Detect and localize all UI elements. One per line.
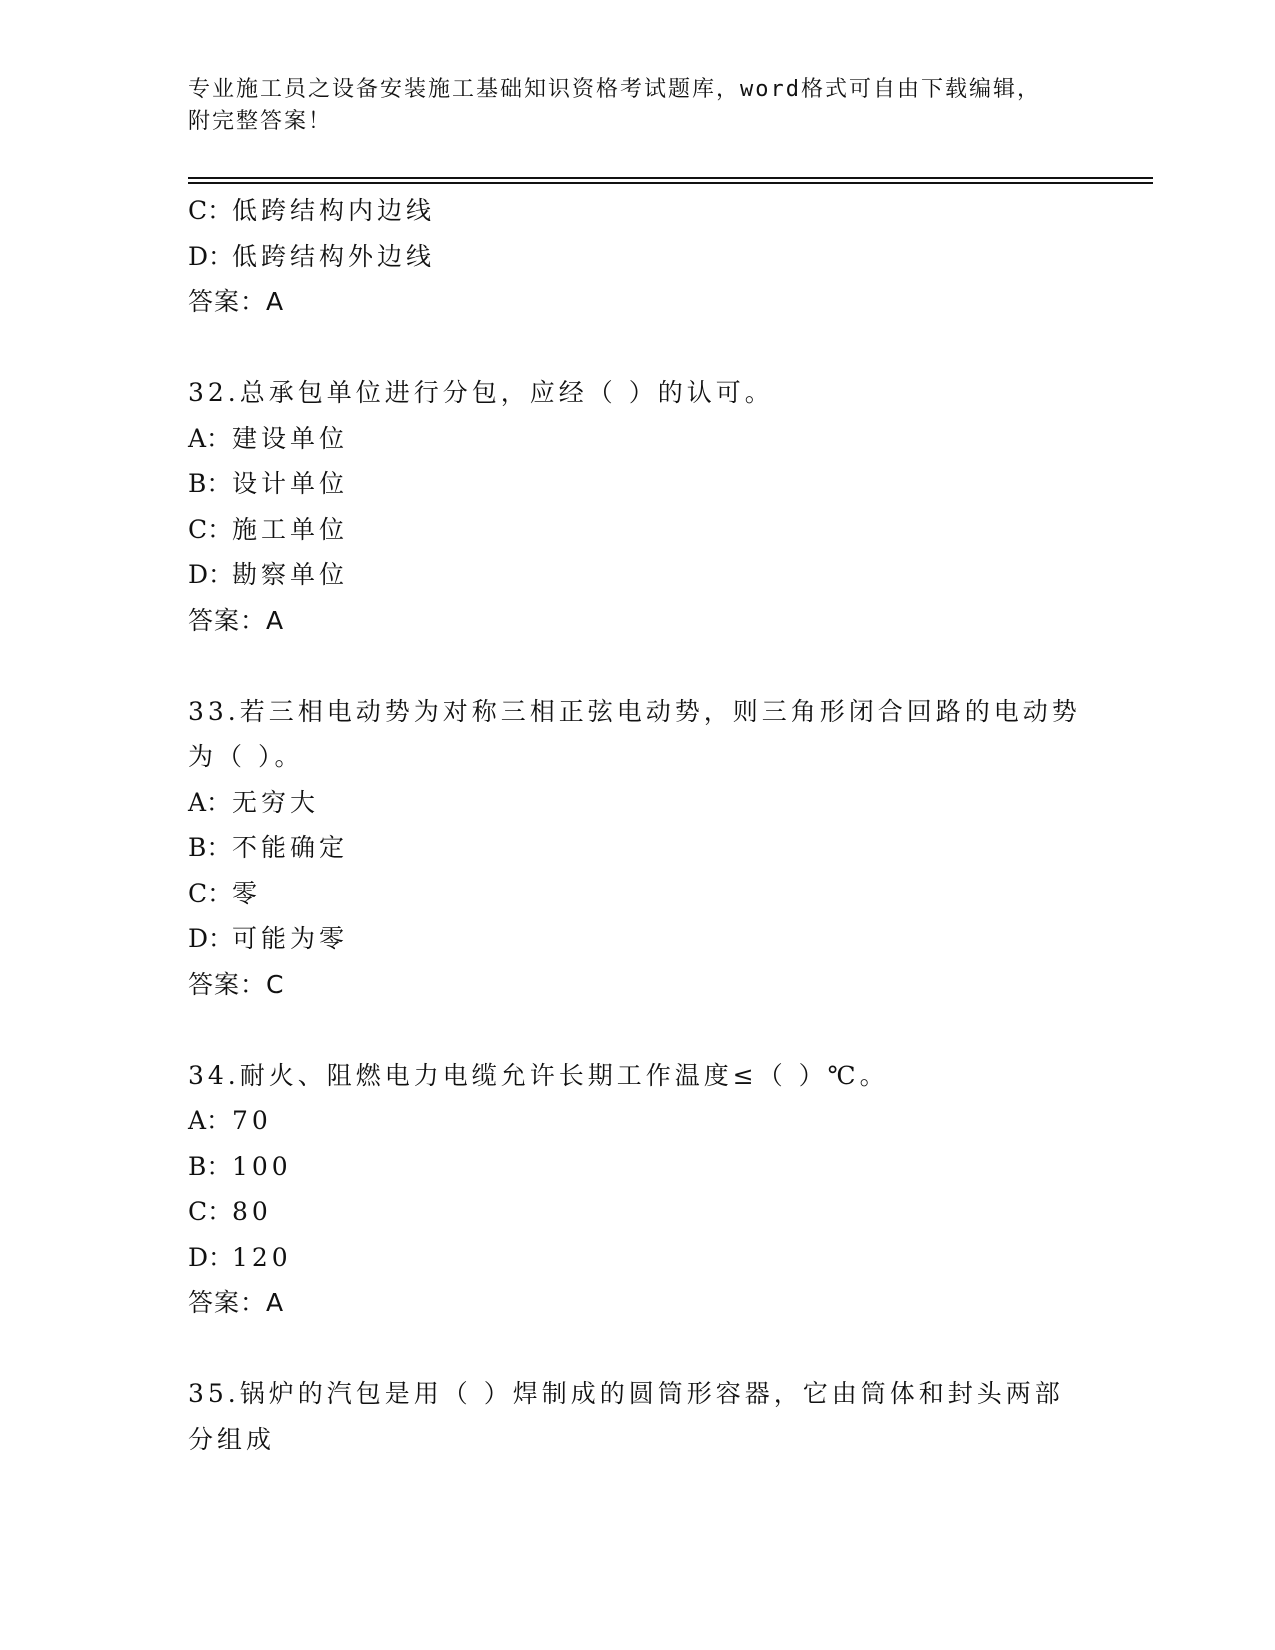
option-text: 零 (232, 878, 262, 908)
question-stem: 32.总承包单位进行分包，应经（ ）的认可。 (188, 378, 774, 407)
option-a (188, 780, 1088, 826)
header-rule-top (188, 177, 1153, 179)
option-label: C： (188, 878, 233, 908)
option-label: D： (188, 560, 234, 589)
spacer (188, 643, 1088, 689)
option-text: 施工单位 (232, 514, 349, 544)
spacer (188, 1326, 1088, 1372)
question-stem-line-2: 为（ ）。 (188, 742, 304, 771)
option-c (188, 188, 1088, 234)
answer-line: 答案：A (188, 605, 285, 635)
answer-line: 答案：A (188, 287, 285, 316)
option-c (188, 507, 1088, 553)
option-label: D： (188, 924, 234, 953)
option-a (188, 1098, 1088, 1144)
option-text: 勘察单位 (232, 560, 349, 589)
option-label: A： (188, 1106, 232, 1135)
question-34 (188, 1053, 1088, 1326)
answer-line: 答案：C (188, 969, 285, 999)
option-label: C： (188, 514, 233, 544)
option-label: D： (188, 1242, 234, 1272)
option-a (188, 416, 1088, 462)
question-stem-line-1: 35.锅炉的汽包是用（ ）焊制成的圆筒形容器，它由筒体和封头两部 (188, 1379, 1064, 1408)
option-c (188, 871, 1088, 917)
option-d (188, 916, 1088, 962)
option-text: 不能确定 (232, 833, 349, 862)
answer-line: 答案：A (188, 1288, 285, 1317)
spacer (188, 1007, 1088, 1053)
option-text: 70 (232, 1106, 272, 1135)
option-text: 低跨结构内边线 (232, 196, 436, 225)
option-text: 80 (232, 1197, 272, 1226)
option-label: A： (188, 787, 232, 817)
option-label: D： (188, 241, 234, 271)
option-text: 低跨结构外边线 (232, 241, 436, 271)
option-b (188, 825, 1088, 871)
option-b (188, 461, 1088, 507)
option-label: B： (188, 469, 232, 498)
option-c (188, 1189, 1088, 1235)
question-stem-line-2: 分组成 (188, 1424, 276, 1454)
option-b (188, 1144, 1088, 1190)
header-line-2: 附完整答案！ (188, 109, 333, 134)
option-text: 100 (232, 1151, 292, 1181)
option-text: 设计单位 (232, 469, 349, 498)
document-header (188, 74, 1088, 138)
option-d (188, 234, 1088, 280)
option-d (188, 1235, 1088, 1281)
option-label: B： (188, 833, 232, 862)
spacer (188, 325, 1088, 371)
question-stem-line-1: 33.若三相电动势为对称三相正弦电动势，则三角形闭合回路的电动势 (188, 696, 1081, 726)
option-label: C： (188, 196, 233, 225)
option-label: A： (188, 423, 232, 453)
option-text: 无穷大 (232, 787, 320, 817)
option-text: 建设单位 (232, 423, 349, 453)
option-label: B： (188, 1151, 232, 1181)
question-33 (188, 689, 1088, 1008)
question-32 (188, 370, 1088, 643)
option-text: 可能为零 (232, 924, 349, 953)
question-35 (188, 1371, 1088, 1462)
header-rule-bottom (188, 182, 1153, 184)
document-body (188, 188, 1088, 1462)
question-stem: 34.耐火、阻燃电力电缆允许长期工作温度≤（ ）℃。 (188, 1060, 889, 1090)
carryover-block (188, 188, 1088, 325)
header-line-1: 专业施工员之设备安装施工基础知识资格考试题库，word格式可自由下载编辑， (188, 77, 1041, 102)
option-label: C： (188, 1197, 233, 1226)
option-d (188, 552, 1088, 598)
option-text: 120 (232, 1242, 292, 1272)
